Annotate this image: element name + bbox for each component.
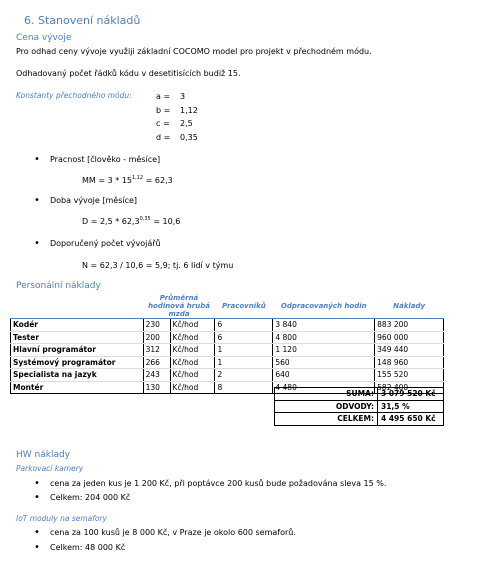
formula-main: MM = 3 * 15 xyxy=(82,176,132,185)
role-cell: Systémový programátor xyxy=(11,356,144,369)
personal-heading: Personální náklady xyxy=(16,281,101,291)
totals-value: 3 079 520 Kč xyxy=(378,388,444,401)
formula-result: = 62,3 xyxy=(143,176,173,185)
bullet-icon: • xyxy=(34,492,40,503)
table-header-row xyxy=(11,294,444,319)
cost-cell: 155 520 xyxy=(375,369,444,382)
role-cell: Montér xyxy=(11,381,144,394)
workers-cell: 2 xyxy=(215,369,273,382)
cost-cell: 148 960 xyxy=(375,356,444,369)
bullet-icon: • xyxy=(34,154,40,165)
table-row xyxy=(11,356,444,369)
role-cell: Kodér xyxy=(11,319,144,332)
personnel-table xyxy=(10,294,444,394)
constant-name: d = xyxy=(156,132,171,142)
bullet-icon: • xyxy=(34,527,40,538)
table-row xyxy=(11,344,444,357)
wage-cell: 312 xyxy=(143,344,170,357)
hours-cell: 4 800 xyxy=(273,331,375,344)
constant-name: b = xyxy=(156,105,171,115)
constants-list xyxy=(156,90,198,144)
header-spacer xyxy=(11,294,144,319)
cena-paragraph-2: Odhadovaný počet řádků kódu v desetitisících budiž 15. xyxy=(16,69,241,78)
constant-name: c = xyxy=(156,119,170,128)
totals-value: 31,5 % xyxy=(378,400,444,413)
formula xyxy=(82,176,173,185)
bullet-icon: • xyxy=(34,478,40,489)
totals-label: ODVODY: xyxy=(275,400,378,413)
workers-cell: 1 xyxy=(215,356,273,369)
constant-value: 2,5 xyxy=(180,119,193,128)
constant-value: 3 xyxy=(180,92,186,101)
formula-result: = 10,6 xyxy=(150,217,181,226)
hours-cell: 1 120 xyxy=(273,344,375,357)
wage-cell: 266 xyxy=(143,356,170,369)
hw-bullet: cena za 100 kusů je 8 000 Kč, v Praze je okolo 600 semaforů. xyxy=(50,528,296,537)
unit-cell: Kč/hod xyxy=(170,331,215,344)
cost-cell: 960 000 xyxy=(375,331,444,344)
formula-main: D = 2,5 * 62,3 xyxy=(82,217,140,226)
wage-cell: 200 xyxy=(143,331,170,344)
table-row xyxy=(11,319,444,332)
formula-main: N = 62,3 / 10,6 = 5,9; tj. 6 lidí v týmu xyxy=(82,261,234,270)
hw-group-label: IoT moduly na semafory xyxy=(16,514,107,523)
bullet-label: Pracnost [člověko - měsíce] xyxy=(50,155,161,164)
header-wage: Průměrná hodinová hrubá mzda xyxy=(143,294,215,319)
wage-cell: 230 xyxy=(143,319,170,332)
header-cost: Náklady xyxy=(375,294,444,319)
cost-cell: 883 200 xyxy=(375,319,444,332)
constant-name: a = xyxy=(156,92,171,101)
bullet-label: Doporučený počet vývojářů xyxy=(50,239,161,248)
totals-label: SUMA: xyxy=(275,388,378,401)
unit-cell: Kč/hod xyxy=(170,381,215,394)
workers-cell: 6 xyxy=(215,331,273,344)
header-hours: Odpracovaných hodin xyxy=(273,294,375,319)
role-cell: Specialista na jazyk xyxy=(11,369,144,382)
formula xyxy=(82,261,233,270)
role-cell: Tester xyxy=(11,331,144,344)
hw-bullet: Celkem: 204 000 Kč xyxy=(50,493,131,502)
hw-bullet: Celkem: 48 000 Kč xyxy=(50,543,126,552)
table-row xyxy=(11,369,444,382)
bullet-label: Doba vývoje [měsíce] xyxy=(50,196,138,205)
totals-table xyxy=(274,387,444,426)
constant-value: 0,35 xyxy=(180,132,198,142)
cost-cell: 582 400 xyxy=(375,381,444,394)
hours-cell: 3 840 xyxy=(273,319,375,332)
totals-row xyxy=(275,388,444,401)
unit-cell: Kč/hod xyxy=(170,319,215,332)
formula-exponent: 1,12 xyxy=(131,175,144,181)
constants-label: Konstanty přechodného módu: xyxy=(16,91,132,100)
workers-cell: 6 xyxy=(215,319,273,332)
wage-cell: 130 xyxy=(143,381,170,394)
workers-cell: 1 xyxy=(215,344,273,357)
unit-cell: Kč/hod xyxy=(170,356,215,369)
hours-cell: 560 xyxy=(273,356,375,369)
wage-cell: 243 xyxy=(143,369,170,382)
totals-row xyxy=(275,400,444,413)
workers-cell: 8 xyxy=(215,381,273,394)
hours-cell: 4 480 xyxy=(273,381,375,394)
table-row xyxy=(11,331,444,344)
hours-cell: 640 xyxy=(273,369,375,382)
cost-cell: 349 440 xyxy=(375,344,444,357)
totals-value: 4 495 650 Kč xyxy=(378,413,444,426)
formula-exponent: 0,35 xyxy=(139,216,151,222)
bullet-icon: • xyxy=(34,238,40,249)
header-workers: Pracovníků xyxy=(215,294,273,319)
cena-heading: Cena vývoje xyxy=(16,33,72,43)
unit-cell: Kč/hod xyxy=(170,369,215,382)
totals-label: CELKEM: xyxy=(275,413,378,426)
cena-paragraph-1: Pro odhad ceny vývoje využiji základní COCOMO model pro projekt v přechodném módu. xyxy=(16,47,372,56)
totals-row xyxy=(275,413,444,426)
section-title: 6. Stanovení nákladů xyxy=(24,14,141,27)
unit-cell: Kč/hod xyxy=(170,344,215,357)
formula xyxy=(82,217,180,226)
constant-value: 1,12 xyxy=(180,105,198,115)
hw-heading: HW náklady xyxy=(16,450,71,460)
hw-bullet: cena za jeden kus je 1 200 Kč, při poptávce 200 kusů bude požadována sleva 15 %. xyxy=(50,479,387,488)
hw-group-label: Parkovací kamery xyxy=(16,464,84,473)
bullet-icon: • xyxy=(34,195,40,206)
bullet-icon: • xyxy=(34,542,40,553)
role-cell: Hlavní programátor xyxy=(11,344,144,357)
